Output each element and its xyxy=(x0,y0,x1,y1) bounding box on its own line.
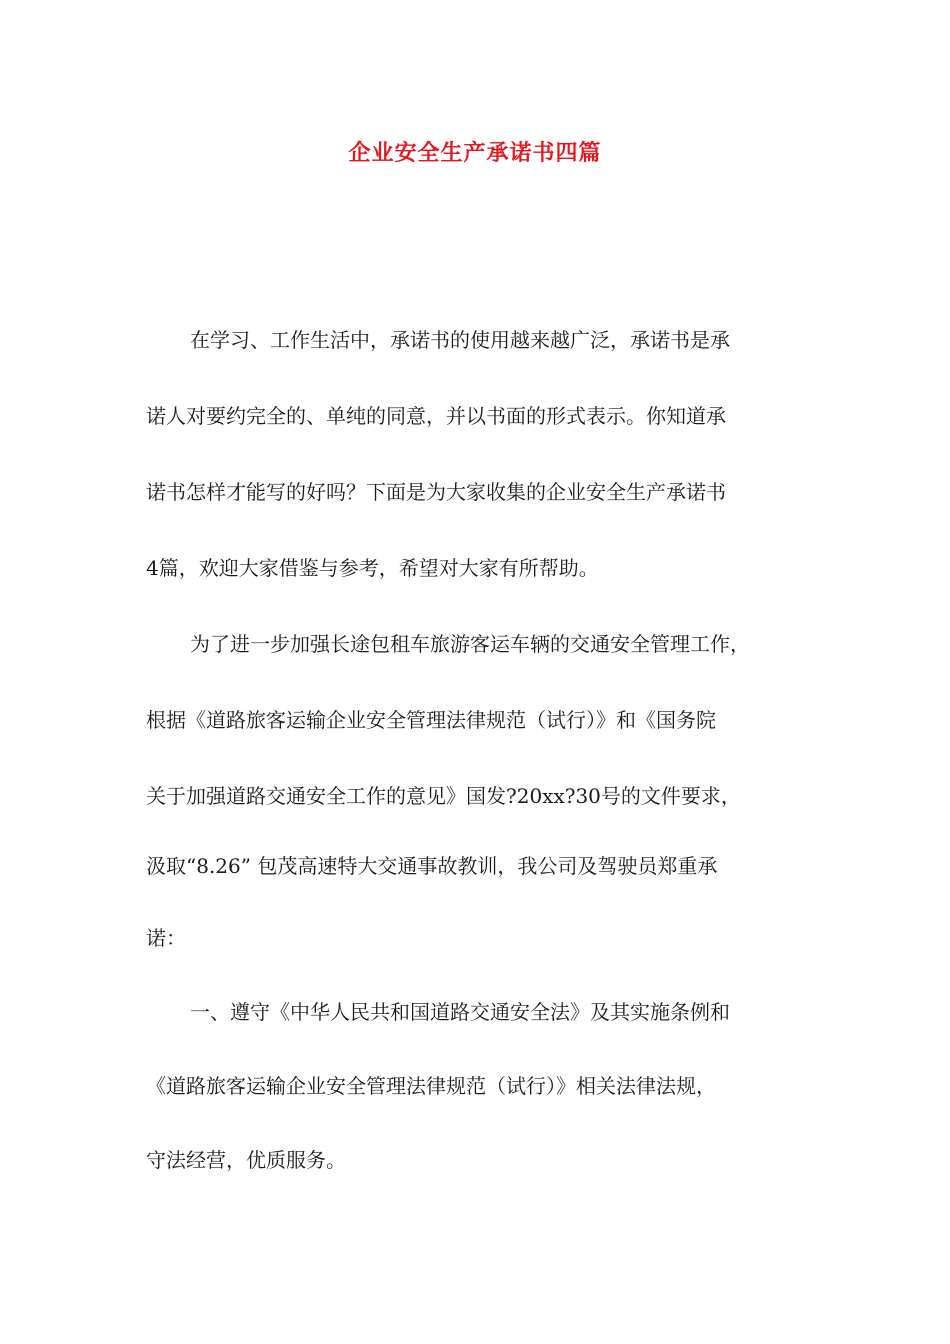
paragraph-2-line-1: 为了进一步加强长途包租车旅游客运车辆的交通安全管理工作， xyxy=(190,632,750,656)
paragraph-1-line-3: 诺书怎样才能写的好吗？下面是为大家收集的企业安全生产承诺书 xyxy=(146,480,726,504)
paragraph-2-line-5: 诺： xyxy=(146,926,186,950)
paragraph-2-line-4: 汲取“8.26” 包茂高速特大交通事故教训，我公司及驾驶员郑重承 xyxy=(146,854,718,878)
paragraph-1-line-2: 诺人对要约完全的、单纯的同意，并以书面的形式表示。你知道承 xyxy=(146,404,726,428)
paragraph-1-line-4: 4篇，欢迎大家借鉴与参考，希望对大家有所帮助。 xyxy=(146,556,599,580)
paragraph-1-line-1: 在学习、工作生活中，承诺书的使用越来越广泛，承诺书是承 xyxy=(190,328,730,352)
paragraph-3-line-3: 守法经营，优质服务。 xyxy=(146,1148,346,1172)
document-title: 企业安全生产承诺书四篇 xyxy=(348,141,602,166)
paragraph-2-line-3: 关于加强道路交通安全工作的意见》国发?20xx?30号的文件要求， xyxy=(146,784,741,808)
paragraph-3-line-2: 《道路旅客运输企业安全管理法律规范（试行）》相关法律法规， xyxy=(146,1074,716,1098)
paragraph-2-line-2: 根据《道路旅客运输企业安全管理法律规范（试行）》和《国务院 xyxy=(146,708,716,732)
paragraph-3-line-1: 一、遵守《中华人民共和国道路交通安全法》及其实施条例和 xyxy=(190,1000,730,1024)
